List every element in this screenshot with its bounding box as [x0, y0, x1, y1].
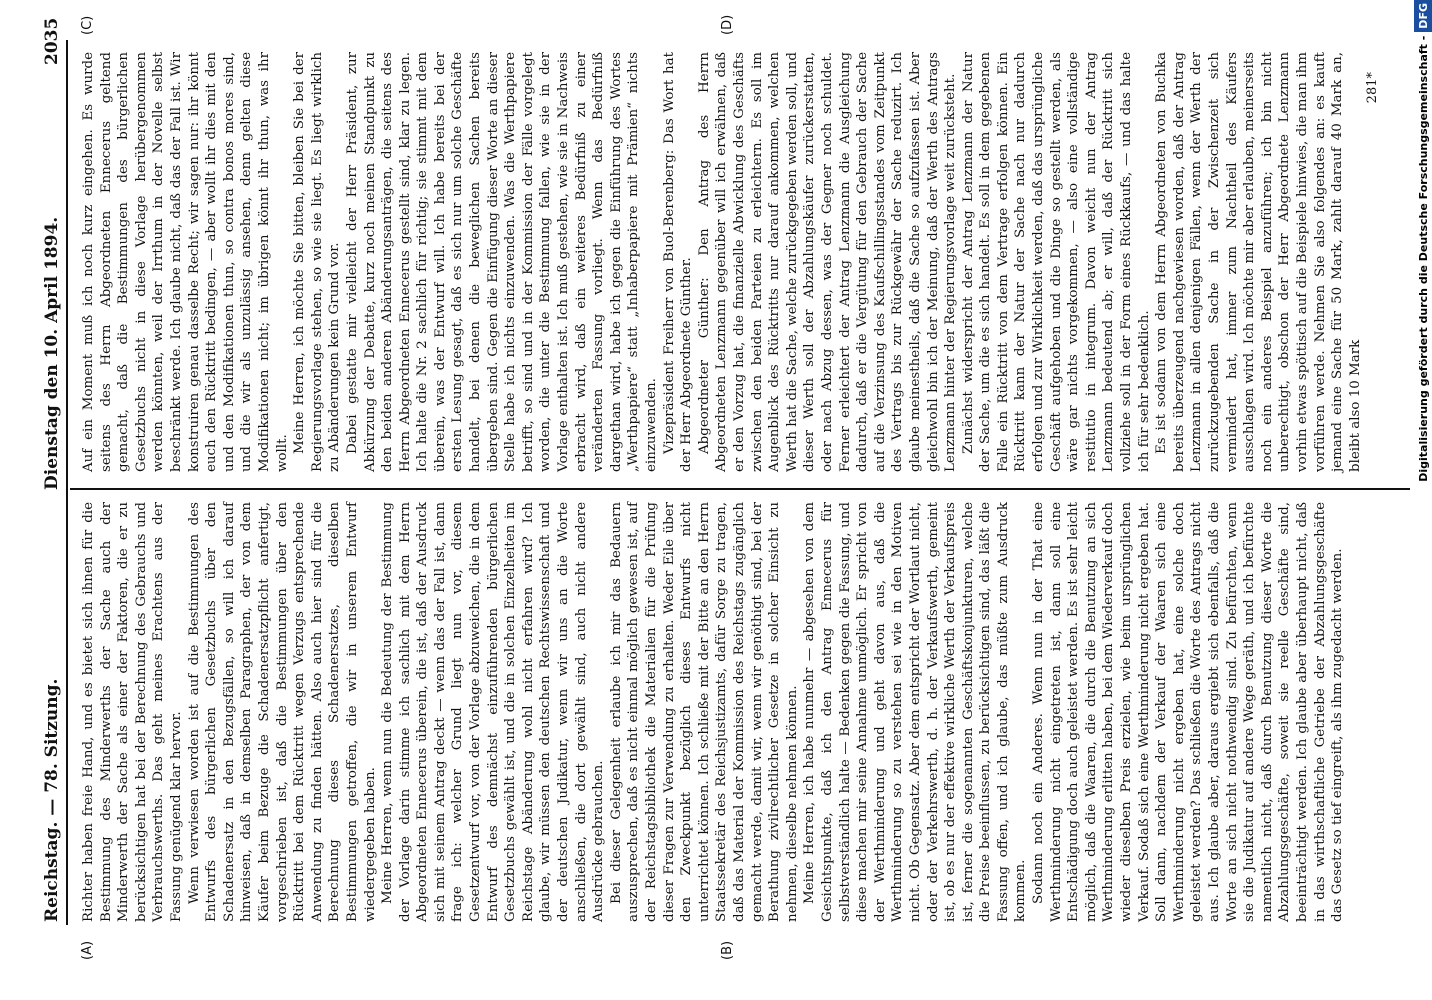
paragraph: Meine Herren, ich habe nunmehr — abgesehen von dem Gesichtspunkte, daß ich den Antrag Ennecerus für selbstverständlich halte — Bedenken gegen die Fassung, und diese machen mir seine Annahme unmöglich. Er spricht von der Werthminderung und geht davon aus, daß die Werthminderung so zu verstehen sei wie in den Motiven nicht. Ob Gegensatz. Aber dem entspricht der Wortlaut nicht, oder der Verkehrswerth, d. h. der Verkaufswerth, gemeint ist, ob es nur der effektive wirkliche Werth der Verkaufspreis ist, ferner die sogenannten Geschäftskonjunkturen, welche die Preise beeinflussen, zu berücksichtigen sind, das läßt die Fassung offen, und ich glaube, das müßte zum Ausdruck kommen. — [802, 502, 1029, 922]
paragraph: Richter haben freie Hand, und es bietet sich ihnen für die Bestimmung des Minderwerths der Sache auch der Minderwerth der Sache als einer der Faktoren, die er zu berücksichtigen hat bei der Berechnung des Gebrauchs und Verbrauchswerths. Das geht meines Erachtens aus der Fassung genügend klar hervor. — [81, 502, 184, 922]
dfg-logo: DFG — [1414, 0, 1432, 32]
paragraph: Auf ein Moment muß ich noch kurz eingehen. Es wurde seitens des Herrn Abgeordneten Ennecerus geltend gemacht, daß die Bestimmungen des bürgerlichen Gesetzbuchs nicht in diese Vorlage herübergenommen werden könnten, weil der Irrthum in der Novelle selbst beschränkt werde. Ich glaube nicht, daß das der Fall ist. Wir konstruiren genau dasselbe Recht; wir sagen nur: ihr könnt euch den Rücktritt bedingen, — aber wollt ihr dies mit den und den Modifikationen thun, so contra bonos mores sind, und die wir als unzulässig ansehen, denn gelten diese Modifikationen nicht; im übrigen könnt ihr thun, was ihr wollt. — [81, 52, 290, 472]
running-header-left: Reichstag. — 78. Sitzung. — [42, 678, 62, 922]
paragraph: Meine Herren, ich möchte Sie bitten, bleiben Sie bei der Regierungsvorlage stehen, so wie sie liegt. Es liegt wirklich zu Abänderungen kein Grund vor. — [292, 52, 343, 472]
credit-text: Digitalisierung gefördert durch die Deutsche Forschungsgemeinschaft - — [1417, 35, 1430, 482]
header-rule — [66, 40, 68, 925]
speaker-paragraph: Abgeordneter Günther: Den Antrag des Herrn Abgeordneten Lenzmann gegenüber will ich erwähnen, daß er den Vorzug hat, die finanzielle Abwicklung des Geschäfts zwischen den beiden Parteien zu erleichtern. Es soll im Augenblick des Rücktritts nur darauf ankommen, welchen Werth hat die Sache, welche zurückgegeben werden soll, und dieser Werth soll der Abzahlungskäufer zurückerstatten, oder nach Abzug dessen, was der Gegner noch schuldet. Ferner erleichtert der Antrag Lenzmann die Ausgleichung dadurch, daß er die Vergütung für den Gebrauch der Sache auf die Verzinsung des Kaufschillingsstandes vom Zeitpunkt des Vertrags bis zur Rückgewähr der Sache reduzirt. Ich glaube meinestheils, daß die Sache so aufzufassen ist. Aber gleichwohl bin ich der Meinung, daß der Werth des Antrags Lenzmann hinter der Regierungsvorlage weit zurücksteht. — [696, 52, 959, 472]
paragraph: Dabei gestatte mir vielleicht der Herr Präsident, zur Abkürzung der Debatte, kurz noch meinen Standpunkt zu den beiden anderen Abänderungsanträgen, die seitens des Herrn Abgeordneten Ennecerus gestellt sind, klar zu legen. Ich halte die Nr. 2 sachlich für richtig; sie stimmt mit dem überein, was der Entwurf will. Ich habe bereits bei der ersten Lesung gesagt, daß es sich nur um solche Geschäfte handelt, bei denen die beweglichen Sachen bereits übergeben sind. Gegen die Einfügung dieser Worte an dieser Stelle habe ich nichts einzuwenden. Was die Werthpapiere betrifft, so sind und in der Kommission der Fälle vorgelegt worden, die unter die Bestimmung fallen, wie sie in der Vorlage enthalten ist. Ich muß gestehen, wie sie in Nachweis erbracht wird, daß ein weiteres Bedürfniß zu einer veränderten Fassung vorliegt. Wenn das Bedürfniß dargethan wird, habe ich gegen die Einführung des Wortes „Werthpapiere“ statt „Inhaberpapiere mit Prämien“ nichts einzuwenden. — [344, 52, 659, 472]
column-divider — [70, 488, 1410, 490]
margin-mark-d: (D) — [720, 14, 735, 35]
margin-mark-b: (B) — [720, 940, 735, 960]
margin-mark-c: (C) — [80, 15, 95, 35]
margin-mark-a: (A) — [80, 940, 95, 960]
paragraph: Es ist sodann von dem Herrn Abgeordneten von Buchka bereits überzeugend nachgewiesen worden, daß der Antrag Lenzmann in allen denjenigen Fällen, wenn der Werth der zurückzugebenden Sache in der Zwischenzeit sich vermindert hat, immer zum Nachtheil des Käufers ausschlagen wird. Ich möchte mir aber erlauben, meinerseits noch ein anderes Beispiel anzuführen; ich bin nicht unberechtigt, obschon der Herr Abgeordnete Lenzmann vorhin etwas spöttisch auf die Beispiele hinwies, die man ihm vorführen werde. Nehmen Sie also folgendes an: es kauft jemand eine Sache für 50 Mark, zahlt darauf 40 Mark an, bleibt also 10 Mark — [1154, 52, 1363, 472]
page-number: 2035 — [42, 17, 62, 65]
digitization-credit-strip — [1412, 0, 1432, 1000]
paragraph: Wenn verwiesen worden ist auf die Bestimmungen des Entwurfs des bürgerlichen Gesetzbuchs über den Schadenersatz in den Bezugsfällen, so will ich darauf hinweisen, daß in demselben Paragraphen, der von dem Käufer beim Bezuge die Schadenersatzpflicht anfertigt, vorgeschrieben ist, daß die Bestimmungen über den Rücktritt bei dem Rücktritt wegen Verzugs entsprechende Anwendung zu finden hätten. Also auch hier sind für die Berechnung dieses Schadenersatzes, dieselben Bestimmungen getroffen, die wir in unserem Entwurf wiedergegeben haben. — [186, 502, 378, 922]
running-header-date: Dienstag den 10. April 1894. — [42, 216, 62, 490]
paragraph: Sodann noch ein Anderes. Wenn nun in der That eine Werthminderung nicht eingetreten ist, dann soll eine Entschädigung doch auch geleistet werden. Es ist sehr leicht möglich, daß die Waaren, die durch die Benutzung an sich Werthminderung erlitten haben, bei dem Wiederverkauf doch wieder dieselben Preis erzielen, wie beim ursprünglichen Verkauf. Sodaß sich eine Werthminderung nicht ergeben hat. Soll dann, nachdem der Verkauf der Waaren sich eine Werthminderung nicht ergeben hat, eine solche doch geleistet werden? Das schließen die Worte des Antrags nicht aus. Ich glaube aber, daraus ergiebt sich ebenfalls, daß die Worte an sich nicht nothwendig sind. Zu befürchten, wenn sie die Judikatur auf andere Wege geräth, und ich befürchte namentlich nicht, daß durch Benutzung dieser Worte die Abzahlungsgeschäfte, soweit sie reelle Geschäfte sind, beeinträchtigt werden. Ich glaube aber überhaupt nicht, daß in das wirthschaftliche Getriebe der Abzahlungsgeschäfte das Gesetz so tief eingreift, als ihm zugedacht werden. — [1031, 502, 1346, 922]
speaker-paragraph: Vizepräsident Freiherr von Buol-Berenberg: Das Wort hat der Herr Abgeordnete Günther. — [661, 52, 695, 472]
paragraph: Bei dieser Gelegenheit erlaube ich mir das Bedauern auszusprechen, daß es nicht einmal möglich gewesen ist, auf der Reichstagsbibliothek die Materialien für die Prüfung dieser Fragen zur Verwendung zu erhalten. Weder Eile über den Zweckpunkt bezüglich dieses Entwurfs nicht unterrichtet können. Ich schließe mit der Bitte an den Herrn Staatssekretär des Reichsjustizamts, dafür Sorge zu tragen, daß das Material der Kommission des Reichstags zugänglich gemacht werde, damit wir, wenn wir genöthigt sind, bei der Berathung zivilrechtlicher Gesetze in solcher Einsicht zu nehmen, dieselbe nehmen können. — [608, 502, 800, 922]
paragraph: Meine Herren, wenn nun die Bedeutung der Bestimmung der Vorlage darin stimme ich sachlich mit dem Herrn Abgeordneten Ennecerus überein, die ist, daß der Ausdruck sich mit seinem Antrag deckt — wenn das der Fall ist, dann frage ich: welcher Grund liegt nun vor, diesem Gesetzentwurf vor, von der Vorlage abzuweichen, die in dem Entwurf des demnächst einzuführenden bürgerlichen Gesetzbuchs gewählt ist, und die in solchen Einzelheiten im Reichstage Abänderung wohl nicht erfahren wird? Ich glaube, wir müssen den deutschen Rechtswissenschaft und der deutschen Judikatur, wenn wir uns an die Worte anschließen, die dort gewählt sind, auch nicht andere Ausdrücke gebrauchen. — [380, 502, 607, 922]
paragraph: Zunächst widerspricht der Antrag Lenzmann der Natur der Sache, um die es sich handelt. Es soll in dem gegebenen Falle ein Rücktritt von dem Vertrage erfolgen können. Ein Rücktritt kann der Natur der Sache nach nur dadurch erfolgen und zur Wirklichkeit werden, daß das ursprüngliche Geschäft aufgehoben und die Dinge so gestellt werden, als wäre gar nichts vorgekommen, — also eine vollständige restitutio in integrum. Davon weicht nun der Antrag Lenzmann bedeutend ab; er will, daß der Rücktritt sich vollziehe soll in der Form eines Rückkaufs, — und das halte ich für sehr bedenklich. — [960, 52, 1152, 472]
signature-mark: 281* — [1365, 72, 1381, 104]
left-column — [80, 502, 1347, 922]
right-column — [80, 52, 1382, 472]
